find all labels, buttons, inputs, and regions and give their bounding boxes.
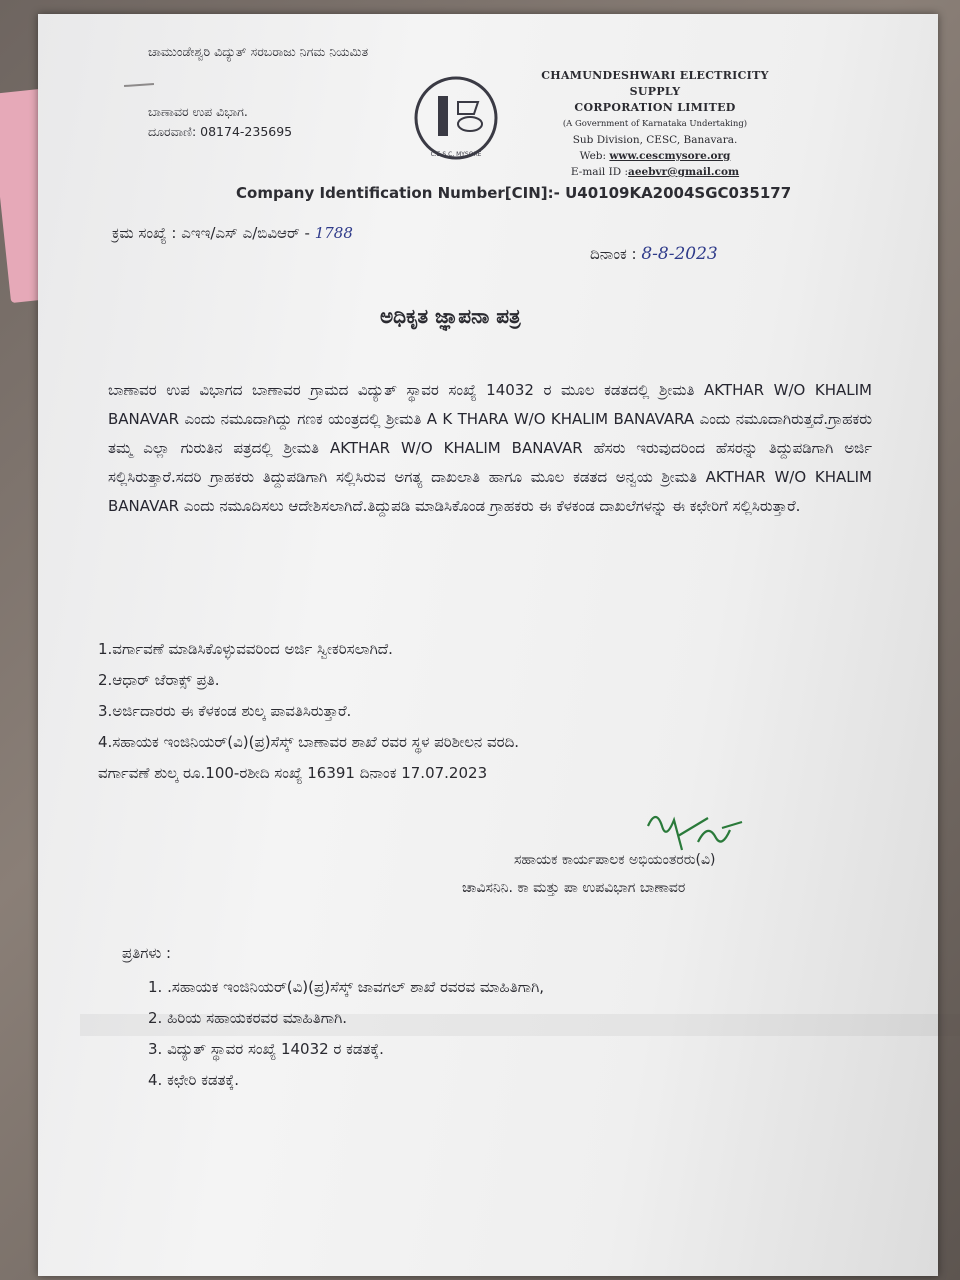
signatory-office: ಚಾವಿಸನಿನಿ. ಕಾ ಮತ್ತು ಪಾ ಉಪವಿಭಾಗ ಬಾಣಾವರ [462, 880, 686, 896]
email-link[interactable]: aeebvr@gmail.com [628, 166, 740, 178]
cin-line: Company Identification Number[CIN]:- U40109KA2004SGC035177 [236, 184, 792, 202]
logo-text: C.E.S.C, MYSORE [430, 151, 482, 158]
copies-heading: ಪ್ರತಿಗಳು : [122, 944, 172, 962]
date-line [590, 244, 718, 264]
web-line [530, 148, 780, 164]
header-kannada-line-3: ದೂರವಾಣಿ: 08174-235695 [148, 124, 293, 139]
email-line [530, 164, 780, 180]
web-link[interactable]: www.cescmysore.org [609, 150, 731, 162]
enclosure-item: 3.ಅರ್ಜಿದಾರರು ಈ ಕೆಳಕಂಡ ಶುಲ್ಕ ಪಾವತಿಸಿರುತ್ತಾರೆ. [98, 702, 352, 720]
cesc-logo [410, 72, 502, 164]
email-label: E-mail ID : [570, 166, 629, 178]
date-value: 8-8-2023 [641, 244, 718, 264]
enclosure-item: 2.ಆಧಾರ್ ಜೆರಾಕ್ಸ್ ಪ್ರತಿ. [98, 671, 220, 689]
web-label: Web: [579, 150, 610, 162]
document-title: ಅಧಿಕೃತ ಜ್ಞಾಪನಾ ಪತ್ರ [380, 304, 521, 328]
copy-item: 1. .ಸಹಾಯಕ ಇಂಜಿನಿಯರ್(ವಿ)(ಪ್ರ)ಸೆಸ್ಕ್ ಜಾವಗಲ್ ಶಾಖೆ ರವರವ ಮಾಹಿತಿಗಾಗಿ, [148, 978, 545, 996]
reference-label: ಕ್ರಮ ಸಂಖ್ಯೆ : ಎಇಇ/ಎಸ್ ಎ/ಬಿವಿಆರ್ - [112, 224, 310, 242]
header-english [530, 68, 780, 180]
letter-page [38, 14, 938, 1276]
sub-division: Sub Division, CESC, Banavara. [572, 134, 738, 146]
company-name-line-2: CORPORATION LIMITED [574, 101, 736, 114]
header-kannada [148, 42, 368, 142]
fee-line: ವರ್ಗಾವಣೆ ಶುಲ್ಕ ರೂ.100-ರಶೀದಿ ಸಂಖ್ಯೆ 16391 ದಿನಾಂಕ 17.07.2023 [98, 764, 488, 782]
body-paragraph: ಬಾಣಾವರ ಉಪ ವಿಭಾಗದ ಬಾಣಾವರ ಗ್ರಾಮದ ವಿದ್ಯುತ್ ಸ್ಥಾವರ ಸಂಖ್ಯೆ 14032 ರ ಮೂಲ ಕಡತದಲ್ಲಿ ಶ್ರೀಮತಿ AKTHAR W/O KHALIM BANAVAR ಎಂದು ನಮೂದಾಗಿದ್ದು ಗಣಕ ಯಂತ್ರದಲ್ಲಿ ಶ್ರೀಮತಿ A K THARA W/O KHALIM BANAVARA ಎಂದು ನಮೂದಾಗಿರುತ್ತದೆ.ಗ್ರಾಹಕರು ತಮ್ಮ ಎಲ್ಲಾ ಗುರುತಿನ ಪತ್ರದಲ್ಲಿ ಶ್ರೀಮತಿ AKTHAR W/O KHALIM BANAVAR ಹೆಸರು ಇರುವುದರಿಂದ ಹೆಸರನ್ನು ತಿದ್ದುಪಡಿಗಾಗಿ ಅರ್ಜಿ ಸಲ್ಲಿಸಿರುತ್ತಾರೆ.ಸದರಿ ಗ್ರಾಹಕರು ತಿದ್ದುಪಡಿಗಾಗಿ ಸಲ್ಲಿಸಿರುವ ಅಗತ್ಯ ದಾಖಲಾತಿ ಹಾಗೂ ಮೂಲ ಕಡತದ ಅನ್ವಯ ಶ್ರೀಮತಿ AKTHAR W/O KHALIM BANAVAR ಎಂದು ನಮೂದಿಸಲು ಆದೇಶಿಸಲಾಗಿದೆ.ತಿದ್ದುಪಡಿ ಮಾಡಿಸಿಕೊಂಡ ಗ್ರಾಹಕರು ಈ ಕೆಳಕಂಡ ದಾಖಲೆಗಳನ್ನು ಈ ಕಛೇರಿಗೆ ಸಲ್ಲಿಸಿರುತ್ತಾರೆ. [108, 381, 872, 515]
company-name-line-1: CHAMUNDESHWARI ELECTRICITY SUPPLY [541, 69, 769, 98]
signatory-title: ಸಹಾಯಕ ಕಾರ್ಯಪಾಲಕ ಅಭಿಯಂತರರು(ವಿ) [514, 852, 716, 868]
enclosure-item: 1.ವರ್ಗಾವಣೆ ಮಾಡಿಸಿಕೊಳ್ಳುವವರಿಂದ ಅರ್ಜಿ ಸ್ವೀಕರಿಸಲಾಗಿದೆ. [98, 640, 393, 658]
copy-item: 4. ಕಛೇರಿ ಕಡತಕ್ಕೆ. [148, 1071, 240, 1089]
enclosure-item: 4.ಸಹಾಯಕ ಇಂಜಿನಿಯರ್(ವಿ)(ಪ್ರ)ಸೆಸ್ಕ್ ಬಾಣಾವರ ಶಾಖೆ ರವರ ಸ್ಥಳ ಪರಿಶೀಲನ ವರದಿ. [98, 733, 520, 751]
copy-item: 2. ಹಿರಿಯ ಸಹಾಯಕರವರ ಮಾಹಿತಿಗಾಗಿ. [148, 1009, 348, 1027]
header-kannada-line-1: ಚಾಮುಂಡೇಶ್ವರಿ ವಿದ್ಯುತ್ ಸರಬರಾಜು ನಿಗಮ ನಿಯಮಿತ [148, 44, 369, 59]
copy-item: 3. ವಿದ್ಯುತ್ ಸ್ಥಾವರ ಸಂಖ್ಯೆ 14032 ರ ಕಡತಕ್ಕೆ. [148, 1040, 384, 1058]
reference-line [112, 224, 353, 242]
enclosure-list [98, 634, 858, 789]
copies-list [148, 972, 544, 1096]
reference-number: 1788 [314, 224, 353, 242]
header-kannada-line-2: ಬಾಣಾವರ ಉಪ ವಿಭಾಗ. [148, 104, 248, 119]
date-label: ದಿನಾಂಕ : [590, 245, 637, 263]
govt-undertaking: (A Government of Karnataka Undertaking) [562, 119, 748, 129]
